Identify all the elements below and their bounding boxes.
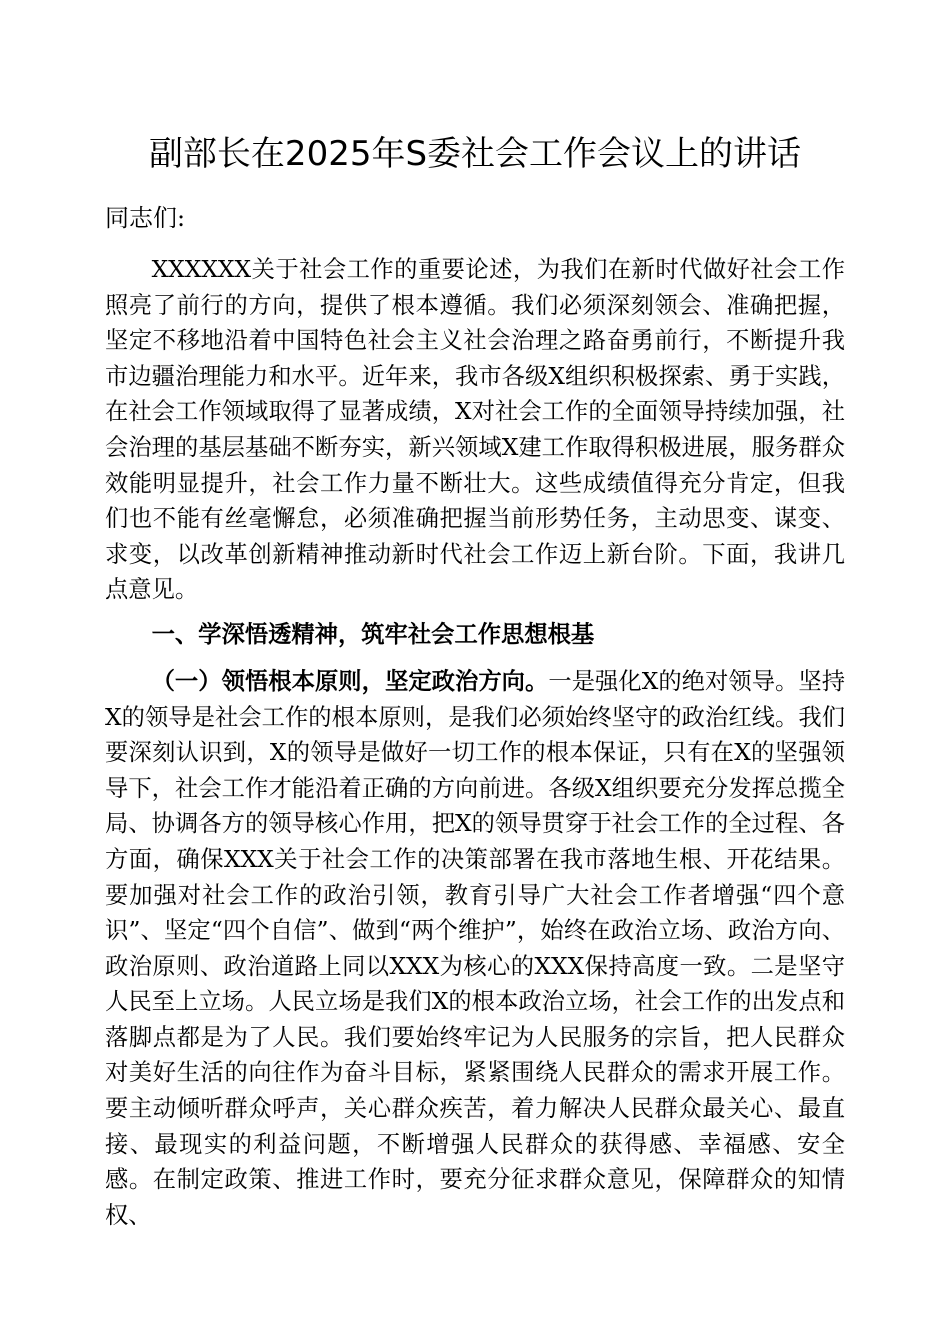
intro-paragraph: XXXXXX关于社会工作的重要论述，为我们在新时代做好社会工作照亮了前行的方向，提供了根本遵循。我们必须深刻领会、准确把握，坚定不移地沿着中国特色社会主义社会治理之路奋勇前行，不断提升我市边疆治理能力和水平。近年来，我市各级X组织积极探索、勇于实践，在社会工作领域取得了显著成绩，X对社会工作的全面领导持续加强，社会治理的基层基础不断夯实，新兴领域X建工作取得积极进展，服务群众效能明显提升，社会工作力量不断壮大。这些成绩值得充分肯定，但我们也不能有丝毫懈怠，必须准确把握当前形势任务，主动思变、谋变、求变，以改革创新精神推动新时代社会工作迈上新台阶。下面，我讲几点意见。 xyxy=(105,256,845,604)
document-title: 副部长在2025年S委社会工作会议上的讲话 xyxy=(148,134,802,174)
subsection-1-lead: （一）领悟根本原则，坚定政治方向。 xyxy=(151,667,549,695)
salutation: 同志们: xyxy=(105,204,186,232)
subsection-1-paragraph xyxy=(105,664,845,1234)
section-1-heading: 一、学深悟透精神，筑牢社会工作思想根基 xyxy=(151,620,595,648)
document-page xyxy=(105,128,845,1233)
subsection-1-body: 一是强化X的绝对领导。坚持X的领导是社会工作的根本原则，是我们必须始终坚守的政治红线。我们要深刻认识到，X的领导是做好一切工作的根本保证，只有在X的坚强领导下，社会工作才能沿着正确的方向前进。各级X组织要充分发挥总揽全局、协调各方的领导核心作用，把X的领导贯穿于社会工作的全过程、各方面，确保XXX关于社会工作的决策部署在我市落地生根、开花结果。要加强对社会工作的政治引领，教育引导广大社会工作者增强“四个意识”、坚定“四个自信”、做到“两个维护”，始终在政治立场、政治方向、政治原则、政治道路上同以XXX为核心的XXX保持高度一致。二是坚守人民至上立场。人民立场是我们X的根本政治立场，社会工作的出发点和落脚点都是为了人民。我们要始终牢记为人民服务的宗旨，把人民群众对美好生活的向往作为奋斗目标，紧紧围绕人民群众的需求开展工作。要主动倾听群众呼声，关心群众疾苦，着力解决人民群众最关心、最直接、最现实的利益问题，不断增强人民群众的获得感、幸福感、安全感。在制定政策、推进工作时，要充分征求群众意见，保障群众的知情权、 xyxy=(105,667,846,1229)
